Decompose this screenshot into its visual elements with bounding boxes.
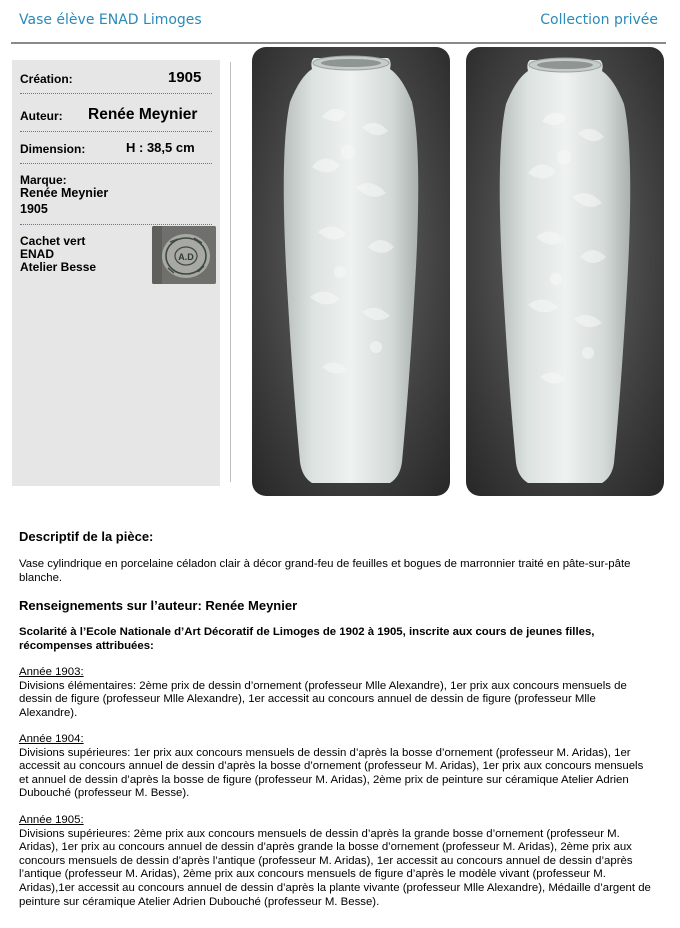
mark-label: Marque: (20, 173, 67, 187)
year-heading: Année 1903: (19, 666, 84, 678)
dimension-value: H : 38,5 cm (126, 140, 195, 155)
collection-label: Collection privée (540, 12, 658, 28)
row-divider (20, 93, 212, 94)
stamp-center-text: A.D (178, 252, 194, 262)
creation-value: 1905 (168, 69, 202, 86)
author-label: Auteur: (20, 109, 63, 123)
stamp-mark-image (152, 226, 216, 284)
description-title: Descriptif de la pièce: (19, 529, 154, 544)
author-section-title: Renseignements sur l’auteur: Renée Meynier (19, 598, 298, 613)
year-block-1903 (19, 666, 651, 720)
year-heading: Année 1904: (19, 733, 84, 745)
stamp-label: Cachet vert (20, 234, 86, 248)
author-value: Renée Meynier (88, 106, 198, 123)
vase-photo-right (466, 47, 664, 496)
row-divider (20, 224, 212, 225)
info-panel (12, 60, 220, 486)
description-text: Vase cylindrique en porcelaine céladon clair à décor grand-feu de feuilles et bogues de marronnier traité en pâte-sur-pâte blanche. (19, 558, 631, 584)
row-divider (20, 163, 212, 164)
creation-label: Création: (20, 72, 73, 86)
panel-divider (230, 62, 231, 482)
dimension-label: Dimension: (20, 142, 86, 156)
year-text: Divisions supérieures: 2ème prix aux concours mensuels de dessin d’après la grande bosse d’ornement (professeur M. Aridas), 1er prix au concours annuel de dessin d’après grande la bosse d’ornement (professeur M. Aridas), 2ème prix aux concours mensuels de dessin d’après l’antique (professeur M. Aridas), 1er accessit au concours annuel de dessin d’après l’antique (professeur M. Aridas), 2ème prix aux concours mensuels de figure d’après le modèle vivant (professeur M. Aridas),1er accessit au concours annuel de dessin d’après la plante vivante (professeur Mlle Alexandre), Médaille d’argent de peinture sur céramique Atelier Adrien Dubouché (professeur M. Besse). (19, 827, 651, 908)
year-text: Divisions élémentaires: 2ème prix de dessin d’ornement (professeur Mlle Alexandre), 1er prix aux concours mensuels de dessin de figure (professeur Mlle Alexandre), 1er accessit au concours annuel de dessin de figure (professeur Mlle Alexandre). (19, 679, 627, 719)
header-divider (11, 42, 666, 44)
year-text: Divisions supérieures: 1er prix aux concours mensuels de dessin d’après la bosse d’ornement (professeur M. Aridas), 1er accessit au concours annuel de dessin d’après la bosse d’ornement (professeur M. Aridas), 1er prix aux concours mensuels et annuel de dessin d’après la bosse de figure (professeur M. Aridas), 2ème prix de peinture sur céramique Atelier Adrien Dubouché (professeur M. Besse). (19, 746, 644, 800)
stamp-workshop: Atelier Besse (20, 260, 97, 274)
year-block-1904 (19, 733, 651, 801)
stamp-school: ENAD (20, 247, 55, 261)
mark-author: Renée Meynier (20, 186, 109, 200)
year-block-1905 (19, 814, 651, 909)
year-heading: Année 1905: (19, 814, 84, 826)
vase-photo-left (252, 47, 450, 496)
page-title: Vase élève ENAD Limoges (19, 12, 202, 28)
mark-year: 1905 (20, 202, 48, 216)
author-intro: Scolarité à l’Ecole Nationale d’Art Décoratif de Limoges de 1902 à 1905, inscrite aux cours de jeunes filles, récompenses attribuées: (19, 626, 595, 652)
row-divider (20, 131, 212, 132)
